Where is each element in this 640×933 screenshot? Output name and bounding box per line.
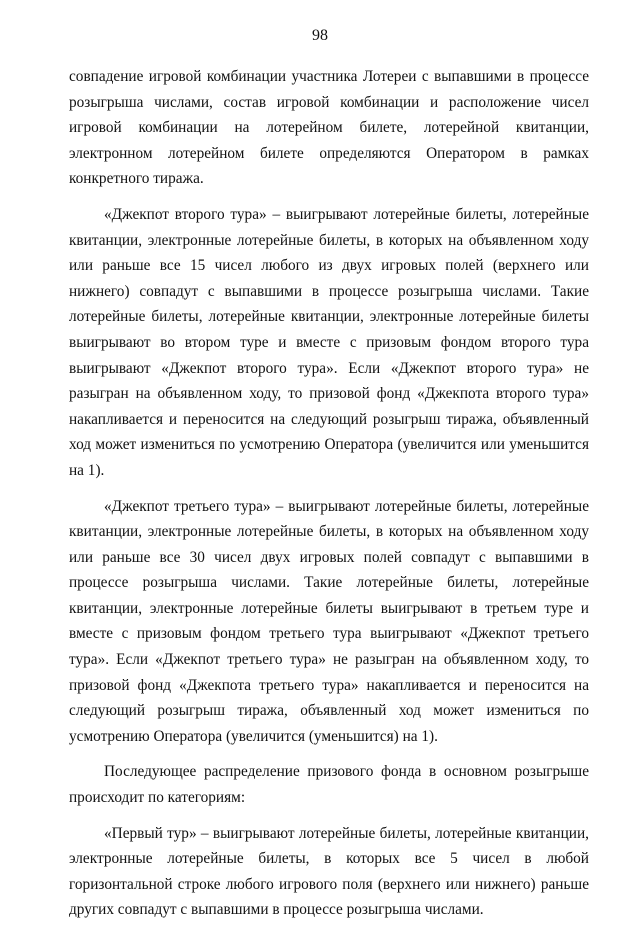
paragraph-jackpot-third-round: «Джекпот третьего тура» – выигрывают лотерейные билеты, лотерейные квитанции, электронные лотерейные билеты, в которых на объявленном ходу или раньше все 30 чисел двух игровых полей совпадут с выпавшими в процессе розыгрыша числами. Такие лотерейные билеты, лотерейные квитанции, электронные лотерейные билеты выигрывают в третьем туре и вместе с призовым фондом третьего тура выигрывают «Джекпот третьего тура». Если «Джекпот третьего тура» не разыгран на объявленном ходу, то призовой фонд «Джекпота третьего тура» накапливается и переносится на следующий розыгрыш тиража, объявленный ход может измениться по усмотрению Оператора (увеличится (уменьшится) на 1). bbox=[69, 497, 589, 745]
paragraph-jackpot-second-round: «Джекпот второго тура» – выигрывают лотерейные билеты, лотерейные квитанции, электронные лотерейные билеты, в которых на объявленном ходу или раньше все 15 чисел любого из двух игровых полей (верхнего или нижнего) совпадут с выпавшими в процессе розыгрыша числами. Такие лотерейные билеты, лотерейные квитанции, электронные лотерейные билеты выигрывают во втором туре и вместе с призовым фондом второго тура выигрывают «Джекпот второго тура». Если «Джекпот второго тура» не разыгран на объявленном ходу, то призовой фонд «Джекпота второго тура» накапливается и переносится на следующий розыгрыш тиража, объявленный ход может измениться по усмотрению Оператора (увеличится или уменьшится на 1). bbox=[69, 205, 589, 479]
paragraph-prize-distribution: Последующее распределение призового фонда в основном розыгрыше происходит по категориям: bbox=[69, 763, 589, 807]
page-number: 98 bbox=[312, 27, 328, 44]
paragraph-first-round: «Первый тур» – выигрывают лотерейные билеты, лотерейные квитанции, электронные лотерейные билеты, в которых все 5 чисел в любой горизонтальной строке любого игрового поля (верхнего или нижнего) раньше других совпадут с выпавшими в процессе розыгрыша числами. bbox=[69, 824, 589, 919]
document-body bbox=[69, 64, 589, 933]
paragraph-continuation: совпадение игровой комбинации участника Лотереи с выпавшими в процессе розыгрыша числами, состав игровой комбинации и расположение чисел игровой комбинации на лотерейном билете, лотерейной квитанции, электронном лотерейном билете определяются Оператором в рамках конкретного тиража. bbox=[69, 68, 589, 188]
